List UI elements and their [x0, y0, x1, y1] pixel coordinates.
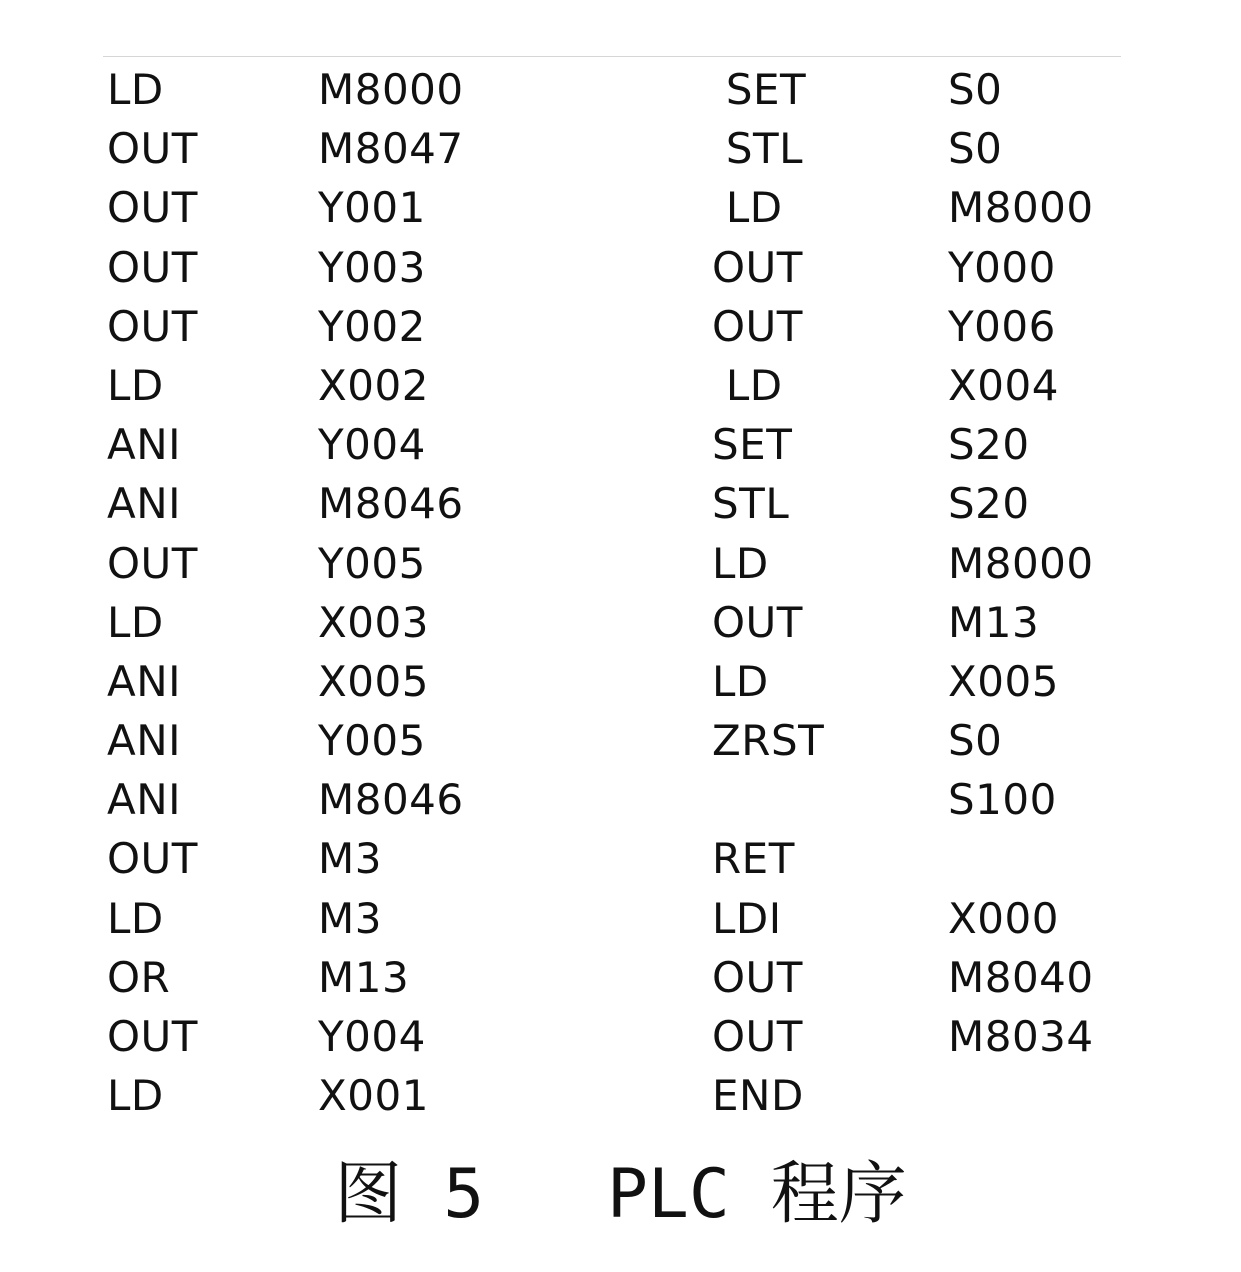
operand-left: Y004 [318, 1012, 426, 1061]
operand-right: M13 [948, 597, 1040, 647]
instruction-left: OUT [107, 301, 198, 351]
instruction-right: ZRST [712, 716, 825, 766]
instruction-right: SET [712, 420, 793, 470]
program-row [0, 948, 1241, 1007]
operand-left: X005 [318, 656, 429, 706]
instruction-right: LD [712, 538, 769, 588]
operand-left: Y003 [318, 242, 426, 292]
instruction-left: OUT [107, 124, 198, 174]
program-row [0, 415, 1241, 474]
program-row [0, 770, 1241, 829]
program-row [0, 1007, 1241, 1066]
operand-right: X004 [948, 360, 1059, 410]
instruction-right: OUT [712, 1012, 803, 1061]
operand-left: X003 [318, 597, 429, 647]
operand-right: S20 [948, 420, 1030, 470]
operand-left: M3 [318, 893, 382, 943]
program-row [0, 238, 1241, 297]
figure-caption: 图 5 PLC 程序 [334, 1155, 907, 1234]
instruction-right: STL [712, 479, 790, 529]
instruction-left: OUT [107, 538, 198, 588]
instruction-right: OUT [712, 242, 803, 292]
instruction-left: ANI [107, 656, 182, 706]
operand-right: X005 [948, 656, 1059, 706]
program-row [0, 60, 1241, 119]
instruction-left: LD [107, 65, 164, 114]
program-row [0, 1066, 1241, 1125]
instruction-left: OUT [107, 242, 198, 292]
instruction-right: OUT [712, 597, 803, 647]
instruction-left: ANI [107, 716, 182, 766]
operand-right: X000 [948, 893, 1059, 943]
instruction-right: OUT [712, 301, 803, 351]
instruction-right: RET [712, 834, 795, 884]
operand-left: M13 [318, 952, 410, 1002]
program-row [0, 178, 1241, 237]
instruction-left: LD [107, 597, 164, 647]
operand-right: Y000 [948, 242, 1056, 292]
operand-right: S0 [948, 124, 1003, 174]
operand-right: M8034 [948, 1012, 1094, 1061]
operand-left: M3 [318, 834, 382, 884]
instruction-left: ANI [107, 420, 182, 470]
instruction-right: LD [712, 183, 783, 233]
instruction-left: OR [107, 952, 171, 1002]
instruction-left: LD [107, 360, 164, 410]
operand-right: S100 [948, 775, 1057, 825]
operand-left: Y005 [318, 538, 426, 588]
instruction-left: LD [107, 893, 164, 943]
operand-left: Y005 [318, 716, 426, 766]
plc-program-listing [0, 60, 1241, 1125]
operand-right: S0 [948, 65, 1003, 114]
instruction-left: OUT [107, 834, 198, 884]
operand-left: X001 [318, 1071, 429, 1121]
instruction-left: ANI [107, 479, 182, 529]
operand-left: M8000 [318, 65, 464, 114]
operand-right: S20 [948, 479, 1030, 529]
program-row [0, 711, 1241, 770]
program-row [0, 534, 1241, 593]
operand-left: Y002 [318, 301, 426, 351]
operand-left: M8047 [318, 124, 464, 174]
instruction-right: SET [712, 65, 807, 114]
operand-right: M8000 [948, 183, 1094, 233]
operand-left: M8046 [318, 479, 464, 529]
instruction-right: OUT [712, 952, 803, 1002]
program-row [0, 119, 1241, 178]
instruction-left: ANI [107, 775, 182, 825]
operand-right: Y006 [948, 301, 1056, 351]
instruction-right: LDI [712, 893, 782, 943]
operand-left: M8046 [318, 775, 464, 825]
program-row [0, 889, 1241, 948]
instruction-right: STL [712, 124, 804, 174]
instruction-left: OUT [107, 183, 198, 233]
operand-right: S0 [948, 716, 1003, 766]
program-row [0, 356, 1241, 415]
instruction-left: LD [107, 1071, 164, 1121]
program-row [0, 593, 1241, 652]
operand-left: X002 [318, 360, 429, 410]
instruction-right: LD [712, 360, 783, 410]
operand-right: M8040 [948, 952, 1094, 1002]
operand-left: Y001 [318, 183, 426, 233]
instruction-right: LD [712, 656, 769, 706]
program-row [0, 474, 1241, 533]
program-row [0, 297, 1241, 356]
operand-right: M8000 [948, 538, 1094, 588]
program-row [0, 829, 1241, 888]
instruction-right: END [712, 1071, 804, 1121]
top-divider [103, 56, 1121, 57]
instruction-left: OUT [107, 1012, 198, 1061]
operand-left: Y004 [318, 420, 426, 470]
program-row [0, 652, 1241, 711]
